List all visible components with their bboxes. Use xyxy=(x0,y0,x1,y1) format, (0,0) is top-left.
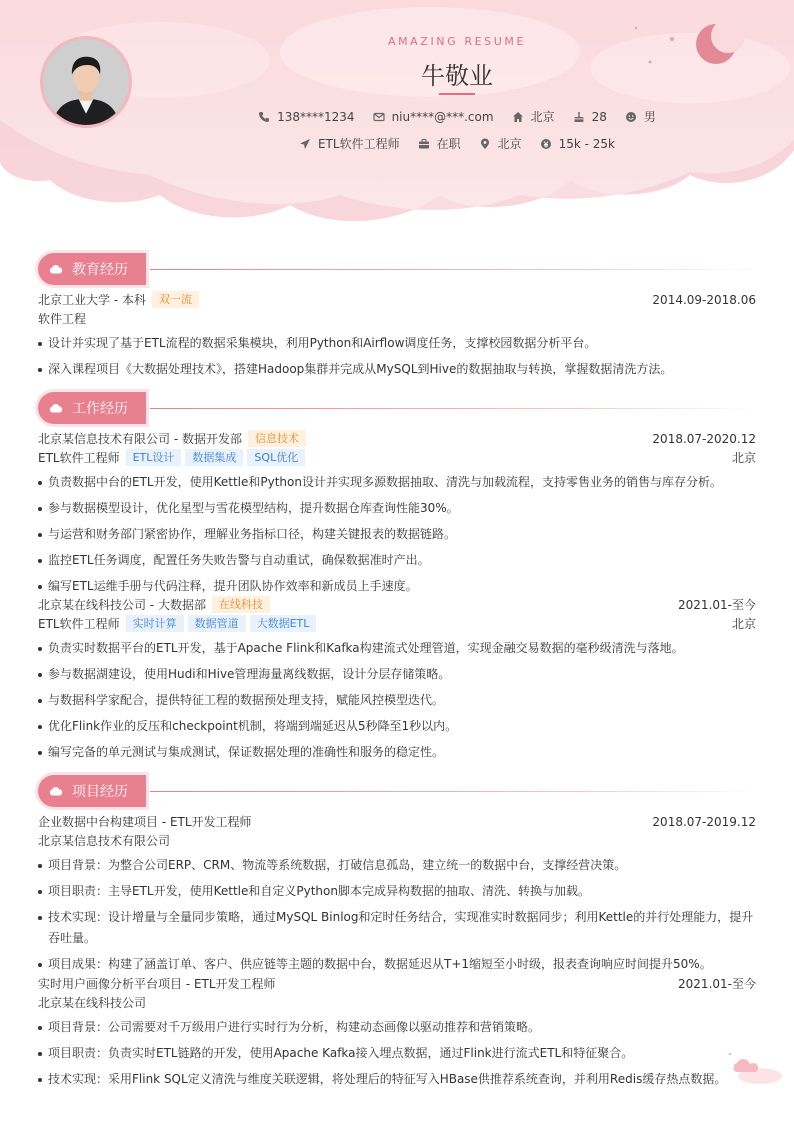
email-info xyxy=(373,110,494,124)
job-title-info xyxy=(299,135,400,152)
list-item: 设计并实现了基于ETL流程的数据采集模块，利用Python和Airflow调度任务，支撑校园数据分析平台。 xyxy=(38,333,756,354)
role: ETL软件工程师 xyxy=(38,451,120,465)
list-item: 深入课程项目《大数据处理技术》，搭建Hadoop集群并完成从MySQL到Hive的数据抽取与转换，掌握数据清洗方法。 xyxy=(38,359,756,380)
section-title: 工作经历 xyxy=(72,401,128,417)
project-period: 2021.01-至今 xyxy=(678,977,756,991)
phone-icon xyxy=(258,111,270,123)
list-item: 与数据科学家配合，提供特征工程的数据预处理支持，赋能风控模型迭代。 xyxy=(38,690,756,711)
candidate-name: 牛敬业 xyxy=(421,62,493,90)
cloud-icon xyxy=(49,786,63,796)
project-name: 企业数据中台构建项目 - ETL开发工程师 xyxy=(38,815,252,829)
list-item: 项目职责：主导ETL开发，使用Kettle和自定义Python脚本完成异构数据的抽取、清洗、转换与加载。 xyxy=(38,881,756,902)
section-pill xyxy=(38,392,146,424)
location-pin-icon xyxy=(479,138,491,150)
home-icon xyxy=(512,111,524,123)
salary-info xyxy=(540,137,615,151)
company-name: 北京某在线科技公司 - 大数据部 xyxy=(38,598,206,612)
phone-info xyxy=(258,110,354,124)
age-text: 28 xyxy=(591,109,607,124)
location-info xyxy=(479,135,522,152)
list-item: 项目背景：为整合公司ERP、CRM、物流等系统数据，打破信息孤岛，建立统一的数据中台，支撑经营决策。 xyxy=(38,855,756,876)
location-text: 北京 xyxy=(497,137,522,151)
industry-tag: 信息技术 xyxy=(248,430,306,447)
gender-info xyxy=(625,108,656,125)
section-pill xyxy=(38,775,146,807)
school-name: 北京工业大学 - 本科 xyxy=(38,293,146,307)
decorative-cloud-icon xyxy=(722,1050,784,1088)
list-item: 技术实现：采用Flink SQL定义清洗与维度关联逻辑，将处理后的特征写入HBase供推荐系统查询，并利用Redis缓存热点数据。 xyxy=(38,1069,756,1090)
skill-tag: 实时计算 xyxy=(126,615,184,632)
section-pill xyxy=(38,253,146,285)
section-divider xyxy=(150,269,760,270)
phone-text: 138****1234 xyxy=(277,109,355,124)
resume-subtitle: AMAZING RESUME xyxy=(387,35,527,48)
project-entry xyxy=(38,974,756,1090)
list-item: 编写完备的单元测试与集成测试，保证数据处理的准确性和服务的稳定性。 xyxy=(38,742,756,763)
list-item: 项目背景：公司需要对千万级用户进行实时行为分析，构建动态画像以驱动推荐和营销策略。 xyxy=(38,1017,756,1038)
list-item: 负责数据中台的ETL开发，使用Kettle和Python设计并实现多源数据抽取、清洗与加载流程，支持零售业务的销售与库存分析。 xyxy=(38,472,756,493)
list-item: 参与数据湖建设，使用Hudi和Hive管理海量离线数据，设计分层存储策略。 xyxy=(38,664,756,685)
education-entry xyxy=(38,290,756,380)
age-info xyxy=(573,110,607,124)
project-company: 北京某在线科技公司 xyxy=(38,996,147,1010)
project-period: 2018.07-2019.12 xyxy=(652,814,756,829)
list-item: 监控ETL任务调度，配置任务失败告警与自动重试，确保数据准时产出。 xyxy=(38,550,756,571)
cloud-icon xyxy=(49,403,63,413)
list-item: 参与数据模型设计，优化星型与雪花模型结构，提升数据仓库查询性能30%。 xyxy=(38,498,756,519)
cake-icon xyxy=(573,111,585,123)
send-icon xyxy=(299,138,311,150)
skill-tag: ETL设计 xyxy=(126,449,182,466)
role: ETL软件工程师 xyxy=(38,617,120,631)
skill-tag: SQL优化 xyxy=(247,449,305,466)
mail-icon xyxy=(373,111,385,123)
status-info xyxy=(418,135,461,152)
work-entry xyxy=(38,429,756,597)
work-period: 2018.07-2020.12 xyxy=(652,431,756,446)
section-title: 项目经历 xyxy=(72,784,128,800)
salary-text: 15k - 25k xyxy=(558,136,616,151)
list-item: 编写ETL运维手册与代码注释，提升团队协作效率和新成员上手速度。 xyxy=(38,576,756,597)
work-section-header xyxy=(38,392,762,424)
contact-row xyxy=(0,108,794,125)
school-tag: 双一流 xyxy=(152,291,199,308)
skill-tag: 数据管道 xyxy=(188,615,246,632)
projects-section-header xyxy=(38,775,762,807)
section-divider xyxy=(150,408,760,409)
job-title-text: ETL软件工程师 xyxy=(317,137,400,151)
section-title: 教育经历 xyxy=(72,262,128,278)
company-name: 北京某信息技术有限公司 - 数据开发部 xyxy=(38,432,242,446)
skill-tag: 数据集成 xyxy=(185,449,243,466)
gender-text: 男 xyxy=(643,110,656,124)
project-name: 实时用户画像分析平台项目 - ETL开发工程师 xyxy=(38,977,276,991)
education-period: 2014.09-2018.06 xyxy=(652,292,756,307)
email-text: niu****@***.com xyxy=(391,109,494,124)
major: 软件工程 xyxy=(38,312,87,326)
resume-header xyxy=(0,0,794,235)
city-info xyxy=(512,108,555,125)
work-city: 北京 xyxy=(731,617,756,631)
work-city: 北京 xyxy=(731,451,756,465)
status-text: 在职 xyxy=(436,137,461,151)
list-item: 项目成果：构建了涵盖订单、客户、供应链等主题的数据中台，数据延迟从T+1缩短至小时级，报表查询响应时间提升50%。 xyxy=(38,954,756,975)
list-item: 技术实现：设计增量与全量同步策略，通过MySQL Binlog和定时任务结合，实现准实时数据同步；利用Kettle的并行处理能力，提升吞吐量。 xyxy=(38,907,756,949)
work-period: 2021.01-至今 xyxy=(678,598,756,612)
city-text: 北京 xyxy=(530,110,555,124)
cloud-icon xyxy=(49,264,63,274)
smile-icon xyxy=(625,111,637,123)
education-section-header xyxy=(38,253,762,285)
briefcase-icon xyxy=(418,138,430,150)
name-underline xyxy=(439,93,475,95)
money-icon xyxy=(540,138,552,150)
job-intent-row xyxy=(0,135,794,152)
list-item: 项目职责：负责实时ETL链路的开发，使用Apache Kafka接入埋点数据，通过Flink进行流式ETL和特征聚合。 xyxy=(38,1043,756,1064)
list-item: 优化Flink作业的反压和checkpoint机制，将端到端延迟从5秒降至1秒以内。 xyxy=(38,716,756,737)
project-company: 北京某信息技术有限公司 xyxy=(38,834,171,848)
skill-tag: 大数据ETL xyxy=(250,615,317,632)
section-divider xyxy=(150,791,760,792)
industry-tag: 在线科技 xyxy=(212,596,270,613)
project-entry xyxy=(38,812,756,975)
list-item: 负责实时数据平台的ETL开发，基于Apache Flink和Kafka构建流式处理管道，实现金融交易数据的毫秒级清洗与落地。 xyxy=(38,638,756,659)
list-item: 与运营和财务部门紧密协作，理解业务指标口径，构建关键报表的数据链路。 xyxy=(38,524,756,545)
work-entry xyxy=(38,595,756,763)
